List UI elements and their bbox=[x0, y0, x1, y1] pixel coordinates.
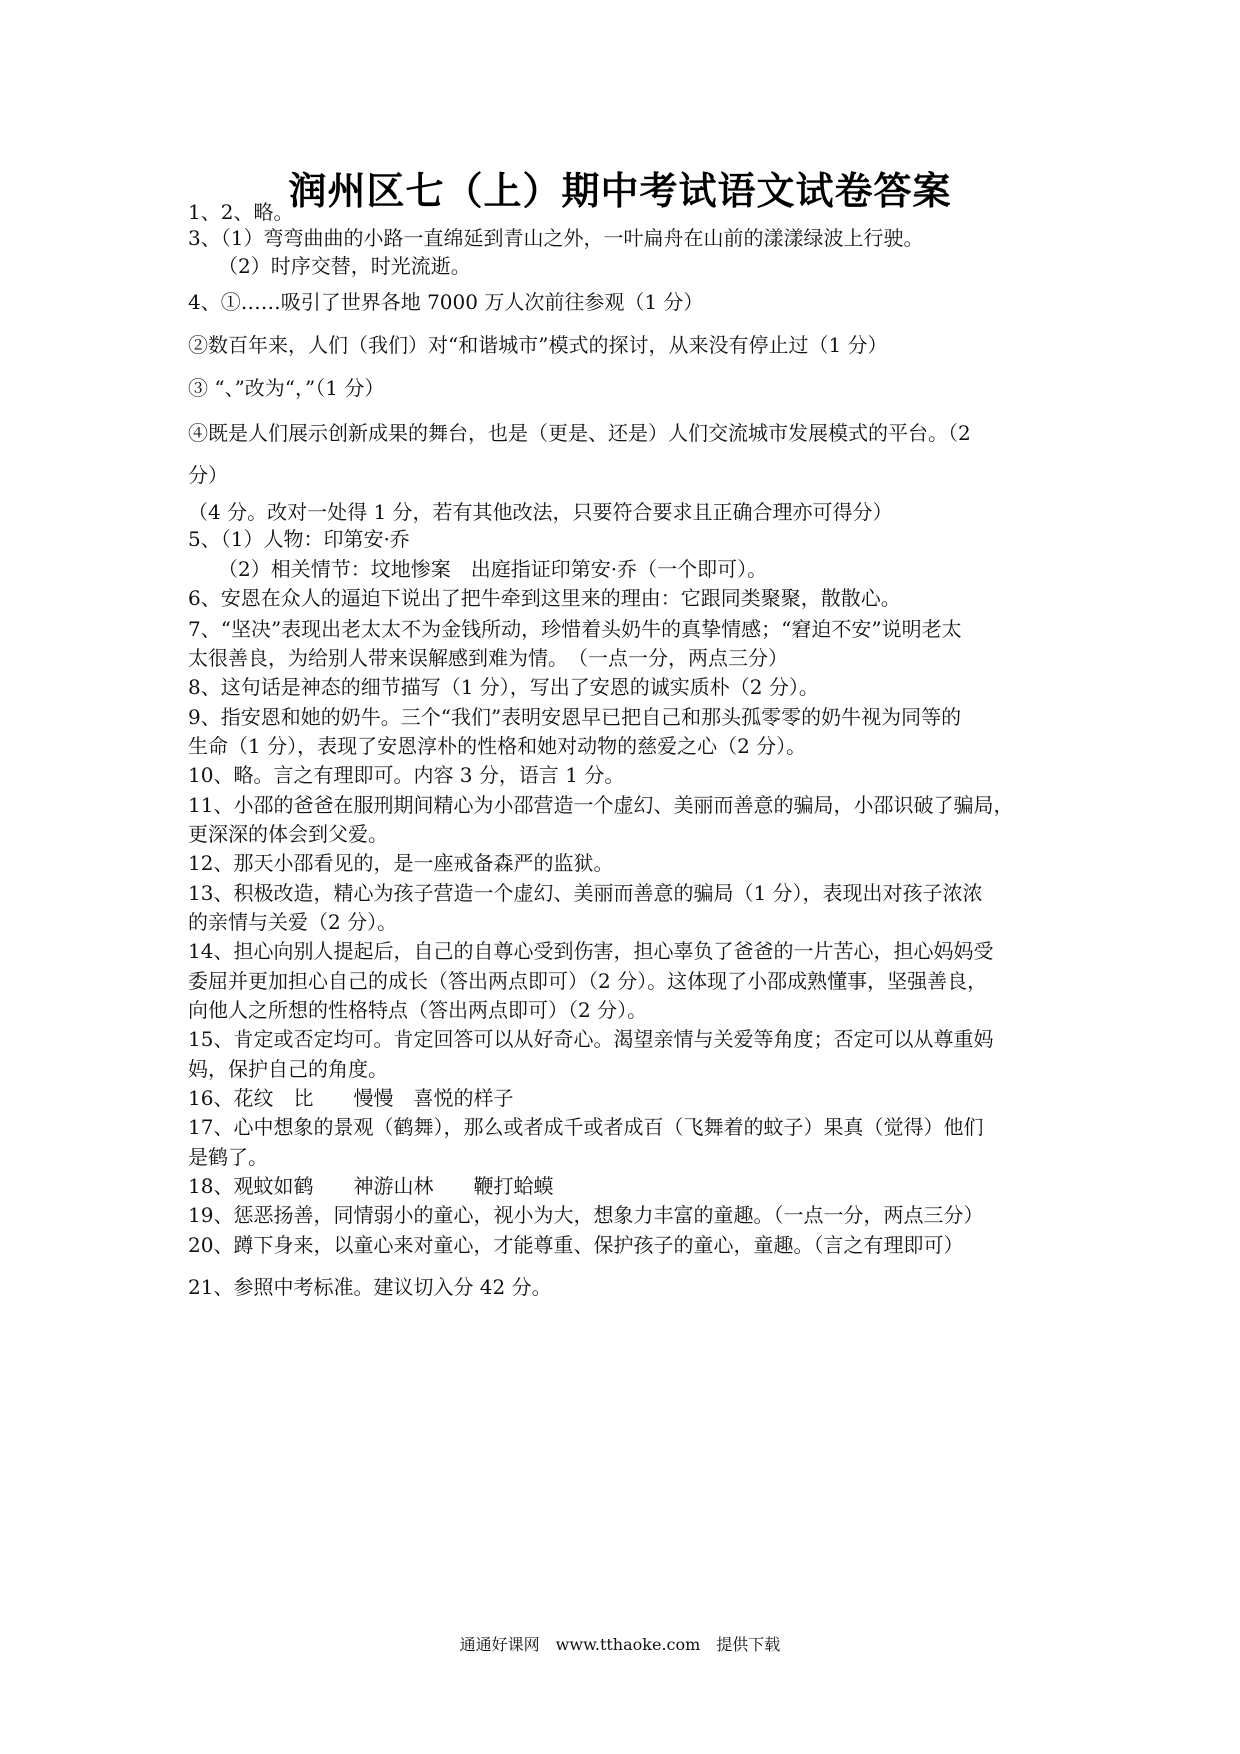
answer-line-8: 8、这句话是神态的细节描写（1 分），写出了安恩的诚实质朴（2 分）。 bbox=[188, 675, 819, 699]
answer-line-17-2: 是鹤了。 bbox=[188, 1145, 268, 1169]
answer-line-14-1: 14、担心向别人提起后，自己的自尊心受到伤害，担心辜负了爸爸的一片苦心，担心妈妈受 bbox=[188, 939, 994, 963]
answer-line-21: 21、参照中考标准。建议切入分 42 分。 bbox=[188, 1275, 552, 1299]
answer-line-6: 6、安恩在众人的逼迫下说出了把牛牵到这里来的理由：它跟同类聚聚，散散心。 bbox=[188, 586, 901, 610]
answer-line-7-2: 太很善良，为给别人带来误解感到难为情。 （一点一分，两点三分） bbox=[188, 646, 788, 670]
answer-line-12: 12、那天小邵看见的，是一座戒备森严的监狱。 bbox=[188, 851, 614, 875]
answer-line-3-1: 3、（1）弯弯曲曲的小路一直绵延到青山之外，一叶扁舟在山前的漾漾绿波上行驶。 bbox=[188, 226, 924, 250]
answer-line-10: 10、略。言之有理即可。内容 3 分，语言 1 分。 bbox=[188, 763, 625, 787]
answer-line-7-1: 7、“坚决”表现出老太太不为金钱所动，珍惜着头奶牛的真挚情感；“窘迫不安”说明老太 bbox=[188, 617, 962, 641]
answer-line-4-1: 4、①……吸引了世界各地 7000 万人次前往参观（1 分） bbox=[188, 290, 704, 314]
answer-line-1: 1、2、略。 bbox=[188, 200, 294, 224]
answer-line-16: 16、花纹 比 慢慢 喜悦的样子 bbox=[188, 1086, 514, 1110]
answer-line-15-1: 15、肯定或否定均可。肯定回答可以从好奇心。渴望亲情与关爱等角度；否定可以从尊重妈 bbox=[188, 1027, 994, 1051]
answer-line-4-3: ③ “、”改为“，”（1 分） bbox=[188, 376, 385, 400]
page-title: 润州区七（上）期中考试语文试卷答案 bbox=[288, 169, 952, 213]
answer-line-11-2: 更深深的体会到父爱。 bbox=[188, 822, 388, 846]
answer-line-14-3: 向他人之所想的性格特点（答出两点即可）（2 分）。 bbox=[188, 998, 648, 1022]
answer-line-5-2: （2）相关情节：坟地惨案 出庭指证印第安·乔（一个即可）。 bbox=[218, 557, 768, 581]
answer-line-9-1: 9、指安恩和她的奶牛。三个“我们”表明安恩早已把自己和那头孤零零的奶牛视为同等的 bbox=[188, 705, 962, 729]
answer-line-18: 18、观蚊如鹤 神游山林 鞭打蛤蟆 bbox=[188, 1174, 554, 1198]
answer-line-3-2: （2）时序交替，时光流逝。 bbox=[218, 254, 471, 278]
answer-line-5-1: 5、（1）人物：印第安·乔 bbox=[188, 527, 410, 551]
page-footer: 通通好课网 www.tthaoke.com 提供下载 bbox=[459, 1635, 781, 1654]
answer-line-4-4-cont: 分） bbox=[188, 463, 228, 487]
answer-line-11-1: 11、小邵的爸爸在服刑期间精心为小邵营造一个虚幻、美丽而善意的骗局，小邵识破了骗局， bbox=[188, 793, 1014, 817]
answer-line-4-2: ②数百年来，人们（我们）对“和谐城市”模式的探讨，从来没有停止过（1 分） bbox=[188, 333, 888, 357]
answer-line-15-2: 妈，保护自己的角度。 bbox=[188, 1057, 388, 1081]
answer-line-20: 20、蹲下身来，以童心来对童心，才能尊重、保护孩子的童心，童趣。（言之有理即可） bbox=[188, 1233, 964, 1257]
answer-line-14-2: 委屈并更加担心自己的成长（答出两点即可）（2 分）。这体现了小邵成熟懂事，坚强善良， bbox=[188, 969, 988, 993]
answer-line-13-1: 13、积极改造，精心为孩子营造一个虚幻、美丽而善意的骗局（1 分），表现出对孩子浓浓 bbox=[188, 881, 983, 905]
answer-line-17-1: 17、心中想象的景观（鹤舞），那么或者成千或者成百（飞舞着的蚊子）果真（觉得）他们 bbox=[188, 1115, 984, 1139]
answer-line-13-2: 的亲情与关爱（2 分）。 bbox=[188, 910, 398, 934]
answer-line-4-note: （4 分。改对一处得 1 分，若有其他改法，只要符合要求且正确合理亦可得分） bbox=[188, 500, 893, 524]
answer-line-19: 19、惩恶扬善，同情弱小的童心，视小为大，想象力丰富的童趣。（一点一分，两点三分） bbox=[188, 1203, 984, 1227]
answer-line-9-2: 生命（1 分），表现了安恩淳朴的性格和她对动物的慈爱之心（2 分）。 bbox=[188, 734, 807, 758]
answer-line-4-4: ④既是人们展示创新成果的舞台，也是（更是、还是）人们交流城市发展模式的平台。（2 bbox=[188, 421, 971, 445]
